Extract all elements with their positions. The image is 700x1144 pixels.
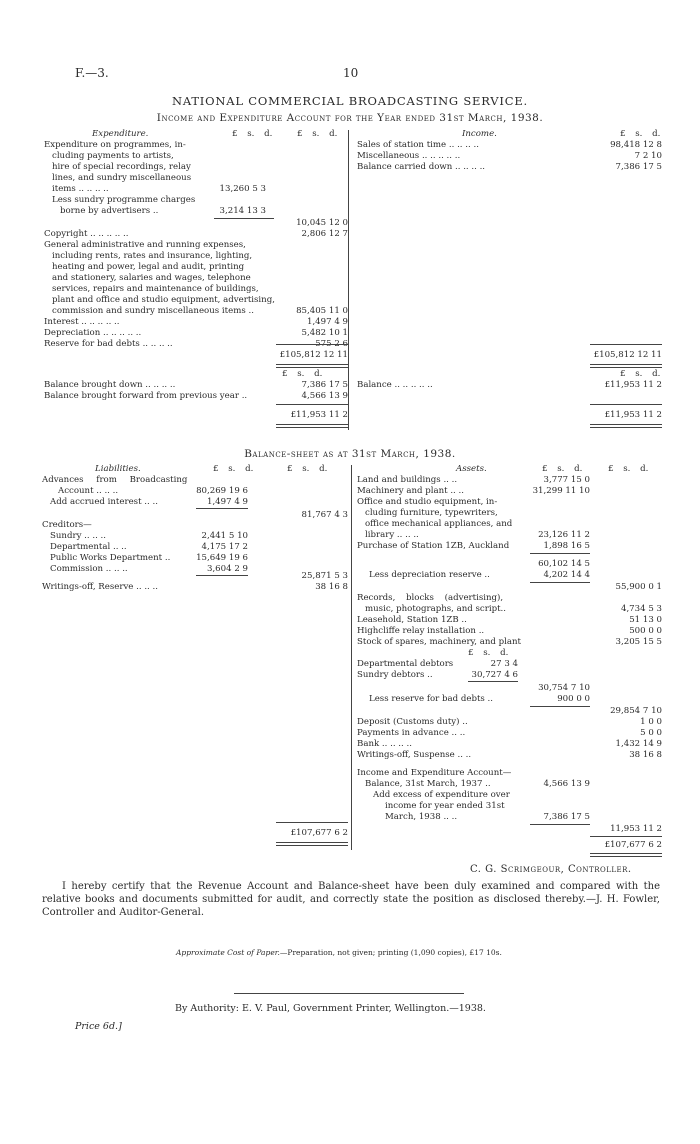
bs-bank-amt: 1,432 14 9 xyxy=(615,739,662,749)
bs-office-line: library .. .. .. xyxy=(365,530,419,540)
bs-assets-head: Assets. xyxy=(456,464,487,474)
cost-text: —Preparation, not given; printing (1,090 copies), £17 10s. xyxy=(279,948,502,957)
ie-admin-amt: 85,405 11 0 xyxy=(296,306,348,316)
bs-ie-line: March, 1938 .. .. xyxy=(385,812,458,822)
ie-copyright-amt: 2,806 12 7 xyxy=(301,229,348,239)
bs-machinery: Machinery and plant .. .. xyxy=(357,486,464,496)
controller-signature: C. G. Scrimgeour, Controller. xyxy=(470,864,632,875)
bs-writings: Writings-off, Reserve .. .. .. xyxy=(42,582,158,592)
page-ref: F.—3. xyxy=(75,66,109,80)
ie-balance-amt: £11,953 11 2 xyxy=(604,380,662,390)
bs-ie-line: Balance, 31st March, 1937 .. xyxy=(365,779,491,789)
bs-suspense-amt: 38 16 8 xyxy=(629,750,662,760)
rule xyxy=(590,404,662,405)
bs-less-dep: Less depreciation reserve .. xyxy=(369,570,490,580)
bs-deposit-amt: 1 0 0 xyxy=(640,717,662,727)
rule xyxy=(530,824,590,825)
bs-debtors-sub: 30,754 7 10 xyxy=(538,683,590,693)
ie-admin-line: and stationery, salaries and wages, telephone xyxy=(52,273,251,283)
footer-rule xyxy=(234,993,464,994)
rule xyxy=(196,575,248,576)
ie-exp-line: Expenditure on programmes, in- xyxy=(44,140,186,150)
ie-reserve: Reserve for bad debts .. .. .. .. xyxy=(44,339,173,349)
bs-dept-debtors: Departmental debtors xyxy=(357,659,454,669)
bs-bank: Bank .. .. .. .. xyxy=(357,739,412,749)
bs-cred-amt: 15,649 19 6 xyxy=(196,553,248,563)
ie-admin-line: plant and office and studio equipment, advertising, xyxy=(52,295,275,305)
page-number: 10 xyxy=(343,66,359,80)
rule xyxy=(590,344,662,345)
bs-highcliffe-amt: 500 0 0 xyxy=(629,626,662,636)
ie-bal-total: £11,953 11 2 xyxy=(290,410,348,420)
ie-bal-fwd-amt: 4,566 13 9 xyxy=(301,391,348,401)
bs-records-line: Records, blocks (advertising), xyxy=(357,593,504,603)
bs-assets-total: £107,677 6 2 xyxy=(604,840,662,850)
double-rule xyxy=(276,842,348,846)
ie-net-prog: 10,045 12 0 xyxy=(296,218,348,228)
bs-lsd-3: £ s. d. xyxy=(542,464,583,474)
ie-reserve-amt: 575 2 6 xyxy=(315,339,348,349)
bs-adv-amt: 80,269 19 6 xyxy=(196,486,248,496)
ie-depreciation: Depreciation .. .. .. .. .. xyxy=(44,328,142,338)
bs-cred-line: Public Works Department .. xyxy=(50,553,171,563)
bs-land-amt: 3,777 15 0 xyxy=(543,475,590,485)
ie-depreciation-amt: 5,482 10 1 xyxy=(301,328,348,338)
ie-less-line: borne by advertisers .. xyxy=(60,206,159,216)
bs-sundry-debtors: Sundry debtors .. xyxy=(357,670,433,680)
ie-admin-line: including rents, rates and insurance, lighting, xyxy=(52,251,253,261)
ie-exp-line: cluding payments to artists, xyxy=(52,151,174,161)
rule xyxy=(590,836,662,837)
ie-copyright: Copyright .. .. .. .. .. xyxy=(44,229,129,239)
price: Price 6d.] xyxy=(75,1021,122,1032)
cost-note xyxy=(176,948,502,957)
ie-bal-fwd: Balance brought forward from previous year .. xyxy=(44,391,248,401)
ie-bal-down: Balance brought down .. .. .. .. xyxy=(44,380,176,390)
bs-stock-amt: 3,205 15 5 xyxy=(615,637,662,647)
bs-liab-total: £107,677 6 2 xyxy=(290,828,348,838)
bs-less-dep-amt: 4,202 14 4 xyxy=(543,570,590,580)
page-title: NATIONAL COMMERCIAL BROADCASTING SERVICE. xyxy=(172,94,528,108)
ie-inc-head: Income. xyxy=(462,129,497,139)
ie-exp-line: hire of special recordings, relay xyxy=(52,162,191,172)
bs-office-line: office mechanical appliances, and xyxy=(365,519,513,529)
rule xyxy=(276,822,348,823)
bs-records-amt: 4,734 5 3 xyxy=(620,604,662,614)
ie-interest-amt: 1,497 4 9 xyxy=(306,317,348,327)
bs-ie-line: Income and Expenditure Account— xyxy=(357,768,512,778)
bs-cred-amt: 4,175 17 2 xyxy=(201,542,248,552)
bs-cred-line: Commission .. .. .. xyxy=(50,564,128,574)
ie-balance: Balance .. .. .. .. .. xyxy=(357,380,433,390)
bs-sundry-debtors-amt: 30,727 4 6 xyxy=(471,670,518,680)
bs-office-amt: 23,126 11 2 xyxy=(538,530,590,540)
ie-bal-down-amt: 7,386 17 5 xyxy=(301,380,348,390)
bs-leasehold-amt: 51 13 0 xyxy=(629,615,662,625)
ie-admin-line: commission and sundry miscellaneous items .. xyxy=(52,306,254,316)
audit-certificate: I hereby certify that the Revenue Account and Balance-sheet have been duly examined and compared with the relative books and documents submitted for audit, and correctly state the position as disclosed thereby.—J. H. Fowler, Controller and Auditor-General. xyxy=(42,881,660,918)
bs-liab-head: Liabilities. xyxy=(95,464,141,474)
bs-purchase-amt: 1,898 16 5 xyxy=(543,541,590,551)
rule xyxy=(468,681,518,682)
ie-exp-line: items .. .. .. .. xyxy=(52,184,109,194)
bs-leasehold: Leasehold, Station 1ZB .. xyxy=(357,615,467,625)
bs-purchase: Purchase of Station 1ZB, Auckland xyxy=(357,541,510,551)
bs-suspense: Writings-off, Suspense .. .. xyxy=(357,750,472,760)
ie-balance-total: £11,953 11 2 xyxy=(604,410,662,420)
bs-cred-amt: 3,604 2 9 xyxy=(206,564,248,574)
cost-label: Approximate Cost of Paper. xyxy=(176,948,280,957)
bs-cred-amt: 2,441 5 10 xyxy=(201,531,248,541)
bs-ie-total: 11,953 11 2 xyxy=(610,824,662,834)
bs-divider xyxy=(351,465,352,850)
bs-adv-total: 81,767 4 3 xyxy=(301,510,348,520)
bs-cred-line: Sundry .. .. .. xyxy=(50,531,107,541)
bs-ie-line: Add excess of expenditure over xyxy=(373,790,510,800)
bs-ie-line: income for year ended 31st xyxy=(385,801,505,811)
bs-fixed-net: 55,900 0 1 xyxy=(615,582,662,592)
ie-divider xyxy=(348,130,349,430)
bs-office-line: cluding furniture, typewriters, xyxy=(365,508,498,518)
ie-admin-line: General administrative and running expenses, xyxy=(44,240,246,250)
ie-admin-line: services, repairs and maintenance of buildings, xyxy=(52,284,259,294)
ie-lsd-2: £ s. d. xyxy=(297,129,338,139)
ie-admin-line: heating and power, legal and audit, printing xyxy=(52,262,245,272)
bs-payments: Payments in advance .. .. xyxy=(357,728,466,738)
double-rule xyxy=(590,364,662,368)
bs-deposit: Deposit (Customs duty) .. xyxy=(357,717,468,727)
bs-machinery-amt: 31,299 11 10 xyxy=(532,486,590,496)
ie-lsd-5: £ s. d. xyxy=(620,369,661,379)
bs-payments-amt: 5 0 0 xyxy=(640,728,662,738)
ie-inc-amt: 98,418 12 8 xyxy=(610,140,662,150)
bs-accrued: Add accrued interest .. .. xyxy=(50,497,158,507)
bs-dept-debtors-amt: 27 3 4 xyxy=(490,659,518,669)
bs-cred-line: Departmental .. .. xyxy=(50,542,127,552)
double-rule xyxy=(590,424,662,428)
ie-inc-amt: 7,386 17 5 xyxy=(615,162,662,172)
bs-less-bad-amt: 900 0 0 xyxy=(557,694,590,704)
ie-interest: Interest .. .. .. .. .. xyxy=(44,317,120,327)
bs-heading: Balance-sheet as at 31st March, 1938. xyxy=(244,448,456,460)
rule xyxy=(530,706,590,707)
bs-lsd-4: £ s. d. xyxy=(608,464,649,474)
ie-lsd-1: £ s. d. xyxy=(232,129,273,139)
ie-exp-line: lines, and sundry miscellaneous xyxy=(52,173,192,183)
ie-total: £105,812 12 11 xyxy=(279,350,348,360)
bs-ie-1938-amt: 7,386 17 5 xyxy=(543,812,590,822)
ie-exp-head: Expenditure. xyxy=(92,129,149,139)
bs-debt-lsd: £ s. d. xyxy=(468,648,509,658)
bs-stock: Stock of spares, machinery, and plant xyxy=(357,637,521,647)
bs-highcliffe: Highcliffe relay installation .. xyxy=(357,626,485,636)
ie-inc-line: Sales of station time .. .. .. .. xyxy=(357,140,479,150)
rule xyxy=(196,508,248,509)
bs-records-line: music, photographs, and script.. xyxy=(365,604,506,614)
rule xyxy=(276,344,348,345)
bs-office-line: Office and studio equipment, in- xyxy=(357,497,498,507)
ie-less-line: Less sundry programme charges xyxy=(52,195,196,205)
double-rule xyxy=(276,364,348,368)
bs-fixed-sub: 60,102 14 5 xyxy=(538,559,590,569)
bs-lsd-1: £ s. d. xyxy=(213,464,254,474)
bs-cred-total: 25,871 5 3 xyxy=(301,571,348,581)
ie-inc-total: £105,812 12 11 xyxy=(593,350,662,360)
bs-creditors: Creditors— xyxy=(42,520,92,530)
bs-accrued-amt: 1,497 4 9 xyxy=(206,497,248,507)
double-rule xyxy=(590,853,662,857)
ie-lsd-3: £ s. d. xyxy=(620,129,661,139)
ie-inc-amt: 7 2 10 xyxy=(634,151,662,161)
rule xyxy=(276,404,348,405)
rule xyxy=(214,218,274,219)
bs-lsd-2: £ s. d. xyxy=(287,464,328,474)
bs-less-bad: Less reserve for bad debts .. xyxy=(369,694,494,704)
ie-heading: Income and Expenditure Account for the Year ended 31st March, 1938. xyxy=(156,112,544,124)
bs-writings-amt: 38 16 8 xyxy=(315,582,348,592)
bs-adv-line: Account .. .. .. xyxy=(58,486,119,496)
ie-less-amt: 3,214 13 3 xyxy=(219,206,266,216)
ie-inc-line: Balance carried down .. .. .. .. xyxy=(357,162,486,172)
double-rule xyxy=(276,424,348,428)
ie-lsd-4: £ s. d. xyxy=(282,369,323,379)
authority-line: By Authority: E. V. Paul, Government Printer, Wellington.—1938. xyxy=(175,1003,486,1014)
ie-exp-items-amt: 13,260 5 3 xyxy=(219,184,266,194)
rule xyxy=(530,553,590,554)
ie-inc-line: Miscellaneous .. .. .. .. .. xyxy=(357,151,461,161)
bs-land: Land and buildings .. .. xyxy=(357,475,458,485)
rule xyxy=(530,582,590,583)
bs-adv-line: Advances from Broadcasting xyxy=(42,475,188,485)
bs-ie-1937-amt: 4,566 13 9 xyxy=(543,779,590,789)
bs-debtors-net: 29,854 7 10 xyxy=(610,706,662,716)
